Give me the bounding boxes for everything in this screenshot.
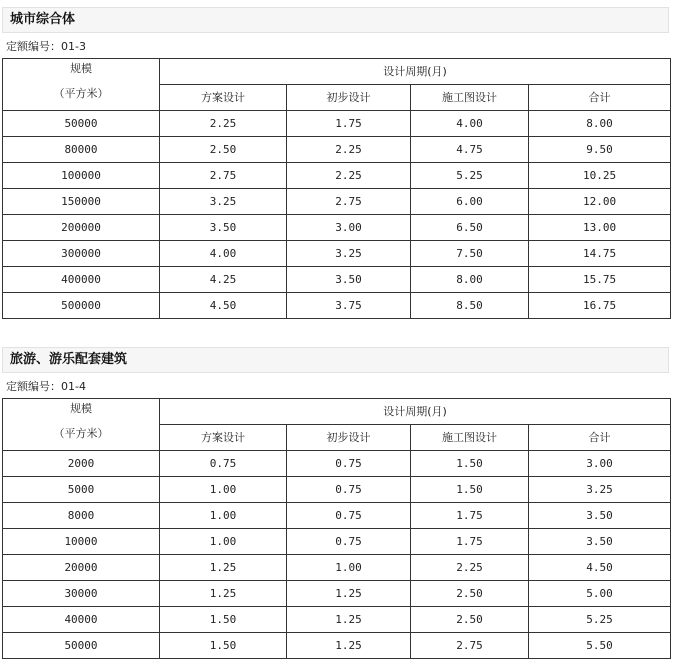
table-row xyxy=(3,137,671,163)
cell-value: 2.25 xyxy=(287,163,411,189)
cell-value: 1.50 xyxy=(411,477,529,503)
cell-scale: 20000 xyxy=(3,555,160,581)
cell-value: 3.25 xyxy=(287,241,411,267)
table-row xyxy=(3,529,671,555)
section-title: 旅游、游乐配套建筑 xyxy=(2,347,669,373)
col-header: 方案设计 xyxy=(160,85,287,111)
cell-value: 2.75 xyxy=(160,163,287,189)
cell-scale: 8000 xyxy=(3,503,160,529)
cell-value: 9.50 xyxy=(529,137,671,163)
cell-value: 1.00 xyxy=(287,555,411,581)
table-row xyxy=(3,293,671,319)
table-row xyxy=(3,581,671,607)
cell-scale: 50000 xyxy=(3,633,160,659)
cell-value: 5.25 xyxy=(529,607,671,633)
cell-value: 1.25 xyxy=(160,581,287,607)
cell-scale: 300000 xyxy=(3,241,160,267)
cell-value: 3.25 xyxy=(529,477,671,503)
cell-value: 0.75 xyxy=(287,503,411,529)
period-header: 设计周期(月) xyxy=(160,59,671,85)
cell-scale: 80000 xyxy=(3,137,160,163)
cell-value: 16.75 xyxy=(529,293,671,319)
col-header: 合计 xyxy=(529,425,671,451)
cell-value: 10.25 xyxy=(529,163,671,189)
cell-value: 2.25 xyxy=(160,111,287,137)
cell-value: 1.25 xyxy=(160,555,287,581)
cell-value: 2.75 xyxy=(411,633,529,659)
table-row xyxy=(3,607,671,633)
cell-value: 14.75 xyxy=(529,241,671,267)
scale-header-unit: （平方米） xyxy=(53,427,109,440)
cell-value: 5.50 xyxy=(529,633,671,659)
cell-value: 4.00 xyxy=(411,111,529,137)
cell-scale: 2000 xyxy=(3,451,160,477)
scale-header-label: 规模 xyxy=(70,62,92,75)
table-row xyxy=(3,215,671,241)
cell-value: 5.00 xyxy=(529,581,671,607)
cell-scale: 100000 xyxy=(3,163,160,189)
scale-header xyxy=(3,399,160,451)
cell-value: 4.25 xyxy=(160,267,287,293)
cell-value: 2.25 xyxy=(411,555,529,581)
table-row xyxy=(3,267,671,293)
cell-value: 2.75 xyxy=(287,189,411,215)
cell-value: 5.25 xyxy=(411,163,529,189)
cell-value: 4.75 xyxy=(411,137,529,163)
cell-value: 1.50 xyxy=(160,607,287,633)
cell-value: 2.50 xyxy=(411,607,529,633)
table-row xyxy=(3,451,671,477)
cell-scale: 40000 xyxy=(3,607,160,633)
cell-value: 0.75 xyxy=(287,529,411,555)
cell-value: 8.50 xyxy=(411,293,529,319)
cell-value: 2.25 xyxy=(287,137,411,163)
quota-code: 定额编号：01-3 xyxy=(6,40,86,53)
cell-value: 4.50 xyxy=(160,293,287,319)
table-row xyxy=(3,555,671,581)
cell-value: 3.50 xyxy=(160,215,287,241)
col-header: 施工图设计 xyxy=(411,85,529,111)
period-header: 设计周期(月) xyxy=(160,399,671,425)
cell-value: 6.00 xyxy=(411,189,529,215)
cell-value: 1.75 xyxy=(287,111,411,137)
cell-scale: 500000 xyxy=(3,293,160,319)
cell-value: 0.75 xyxy=(160,451,287,477)
cell-value: 0.75 xyxy=(287,477,411,503)
scale-header-unit: （平方米） xyxy=(53,87,109,100)
cell-value: 3.50 xyxy=(529,503,671,529)
cell-scale: 150000 xyxy=(3,189,160,215)
cell-value: 3.00 xyxy=(287,215,411,241)
cell-value: 1.25 xyxy=(287,607,411,633)
cell-scale: 400000 xyxy=(3,267,160,293)
col-header: 方案设计 xyxy=(160,425,287,451)
cell-scale: 5000 xyxy=(3,477,160,503)
table-row xyxy=(3,477,671,503)
cell-value: 1.00 xyxy=(160,503,287,529)
cell-value: 7.50 xyxy=(411,241,529,267)
cell-value: 3.25 xyxy=(160,189,287,215)
cell-value: 15.75 xyxy=(529,267,671,293)
col-header: 施工图设计 xyxy=(411,425,529,451)
cell-value: 3.75 xyxy=(287,293,411,319)
cell-value: 1.25 xyxy=(287,633,411,659)
cell-value: 8.00 xyxy=(529,111,671,137)
table-row xyxy=(3,163,671,189)
cell-value: 1.75 xyxy=(411,529,529,555)
cell-value: 3.00 xyxy=(529,451,671,477)
col-header: 初步设计 xyxy=(287,85,411,111)
table-row xyxy=(3,633,671,659)
col-header: 初步设计 xyxy=(287,425,411,451)
cell-value: 1.25 xyxy=(287,581,411,607)
cell-value: 3.50 xyxy=(287,267,411,293)
scale-header xyxy=(3,59,160,111)
cell-value: 4.50 xyxy=(529,555,671,581)
cell-value: 8.00 xyxy=(411,267,529,293)
cell-value: 1.75 xyxy=(411,503,529,529)
cell-value: 1.50 xyxy=(411,451,529,477)
cell-scale: 10000 xyxy=(3,529,160,555)
cell-scale: 200000 xyxy=(3,215,160,241)
col-header: 合计 xyxy=(529,85,671,111)
cell-value: 4.00 xyxy=(160,241,287,267)
cell-value: 1.00 xyxy=(160,477,287,503)
table-row xyxy=(3,241,671,267)
quota-code: 定额编号：01-4 xyxy=(6,380,86,393)
cell-value: 6.50 xyxy=(411,215,529,241)
cell-value: 1.00 xyxy=(160,529,287,555)
cell-scale: 30000 xyxy=(3,581,160,607)
section-title: 城市综合体 xyxy=(2,7,669,33)
cell-scale: 50000 xyxy=(3,111,160,137)
cell-value: 1.50 xyxy=(160,633,287,659)
table-row xyxy=(3,503,671,529)
cell-value: 2.50 xyxy=(411,581,529,607)
cycle-table xyxy=(2,398,671,659)
table-row xyxy=(3,111,671,137)
cell-value: 12.00 xyxy=(529,189,671,215)
cell-value: 0.75 xyxy=(287,451,411,477)
cycle-table xyxy=(2,58,671,319)
scale-header-label: 规模 xyxy=(70,402,92,415)
cell-value: 13.00 xyxy=(529,215,671,241)
cell-value: 3.50 xyxy=(529,529,671,555)
table-row xyxy=(3,189,671,215)
cell-value: 2.50 xyxy=(160,137,287,163)
